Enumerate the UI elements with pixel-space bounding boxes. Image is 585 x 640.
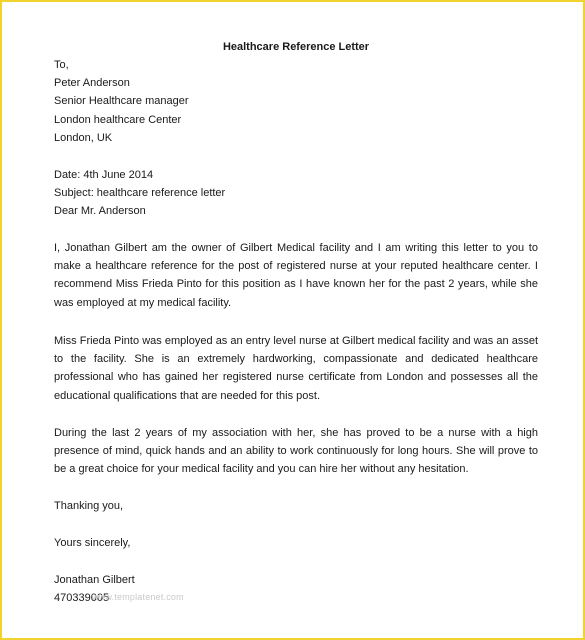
letter-date: Date: 4th June 2014 (54, 169, 154, 181)
signature-phone: 470339005 (54, 592, 110, 605)
recipient-to: To, (54, 59, 69, 71)
body-paragraph-3: During the last 2 years of my association with her, she has proved to be a nurse with a high presence of mind, quick hands and an ability to work continuously for long hours. She will prove to be a great choice for your medical facility and you can hire her without any hesitation. (54, 427, 538, 476)
watermark-text: www.templatenet.com (92, 592, 184, 602)
letter-meta (54, 166, 538, 221)
thanks-line: Thanking you, (54, 500, 124, 512)
recipient-name: Peter Anderson (54, 77, 130, 90)
recipient-address (54, 56, 538, 147)
recipient-location: London, UK (54, 131, 113, 144)
letter-greeting: Dear Mr. Anderson (54, 205, 146, 218)
body-paragraph-1: I, Jonathan Gilbert am the owner of Gilbert Medical facility and I am writing this letter to you to make a healthcare reference for the post of registered nurse at your reputed healthcare center. I recommend Miss Frieda Pinto for this position as I have known her for the past 2 years, while she was employed at my medical facility. (54, 242, 538, 309)
letter-title: Healthcare Reference Letter (222, 41, 370, 53)
body-paragraph-2: Miss Frieda Pinto was employed as an entry level nurse at Gilbert medical facility and was an asset to the facility. She is an extremely hardworking, compassionate and dedicated healthcare professional who has gained her registered nurse certificate from London and possesses all the educational qualifications that are needed for this post. (54, 335, 538, 402)
letter-subject: Subject: healthcare reference letter (54, 187, 226, 200)
recipient-organization: London healthcare Center (54, 113, 182, 126)
recipient-position: Senior Healthcare manager (54, 95, 189, 108)
signature-name: Jonathan Gilbert (54, 574, 135, 586)
closing-line: Yours sincerely, (54, 537, 131, 549)
